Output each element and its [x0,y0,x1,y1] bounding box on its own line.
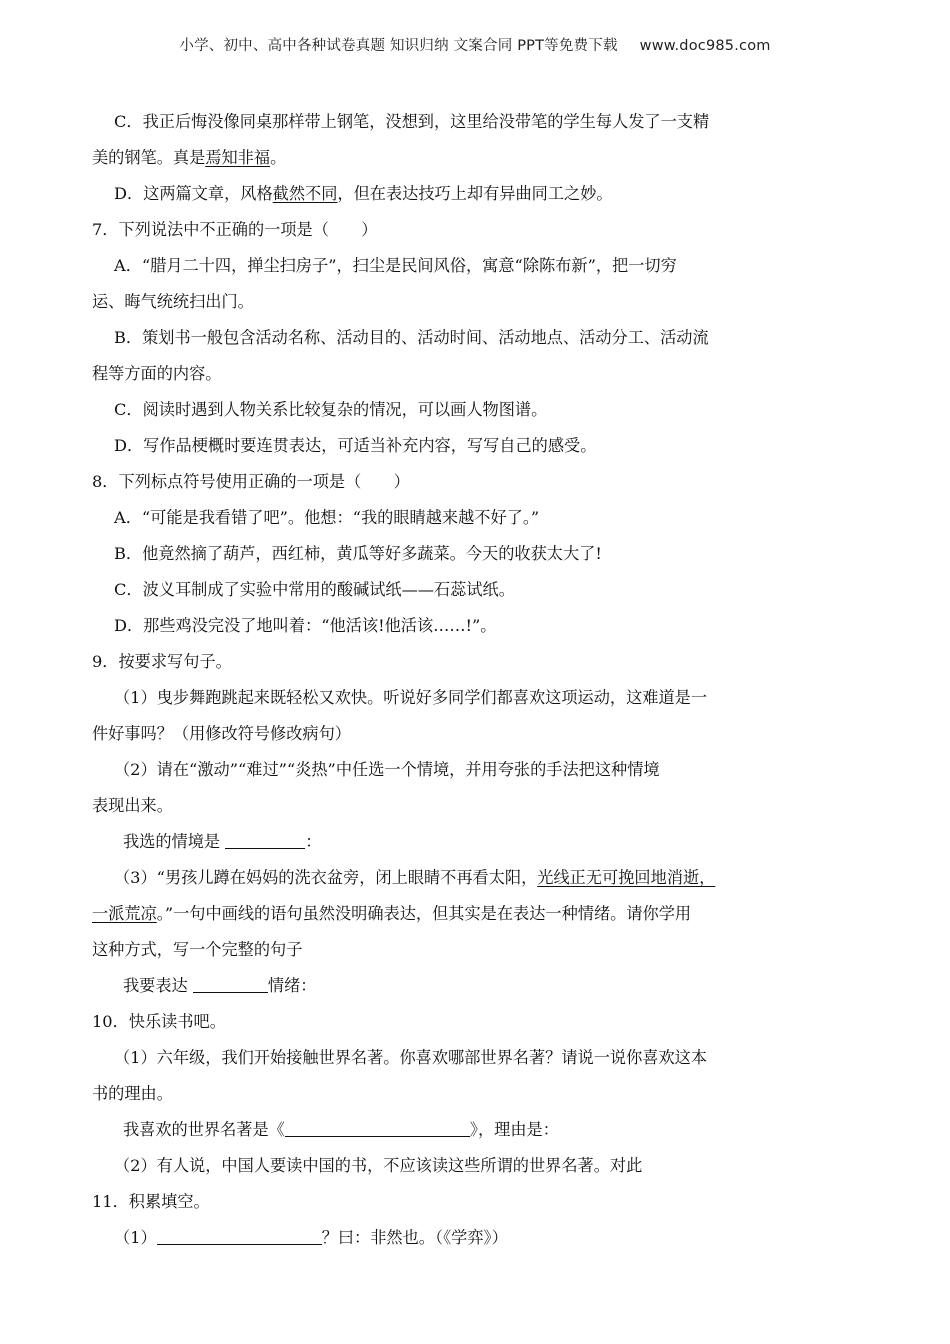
text: ： [305,832,322,851]
text: 我喜欢的世界名著是《 [123,1120,285,1139]
q9-part1-line2: 件好事吗？（用修改符号修改病句） [92,724,351,743]
text: 美的钢笔。真是 [92,148,206,167]
text: 。 [270,148,287,167]
option-7b-line1: B．策划书一般包含活动名称、活动目的、活动时间、活动地点、活动分工、活动流 [114,328,709,347]
option-6c-line1: C．我正后悔没像同桌那样带上钢笔，没想到，这里给没带笔的学生每人发了一支精 [114,112,710,131]
q10-part1-line1: （1）六年级，我们开始接触世界名著。你喜欢哪部世界名著？请说一说你喜欢这本 [114,1048,708,1067]
document-body [92,104,772,1256]
underlined-phrase: 一派荒凉 [92,904,157,923]
option-6d [92,176,772,212]
q9-part2-answer [92,824,772,860]
option-7a-line2: 运、晦气统统扫出门。 [92,292,254,311]
q10-part1-line2: 书的理由。 [92,1084,173,1103]
page-header [0,34,950,55]
question-11: 11．积累填空。 [92,1192,210,1211]
text: 。”一句中画线的语句虽然没明确表达，但其实是在表达一种情绪。请你学用 [156,904,692,923]
q9-part3-line2 [92,896,772,932]
q9-part3-line3: 这种方式，写一个完整的句子 [92,940,303,959]
option-7c: C．阅读时遇到人物关系比较复杂的情况，可以画人物图谱。 [114,400,548,419]
header-site: www.doc985.com [639,38,771,54]
q9-part2-line2: 表现出来。 [92,796,173,815]
text: 我要表达 [123,976,188,995]
text: 》，理由是： [469,1120,559,1139]
q10-part1-answer [92,1112,772,1148]
question-7: 7．下列说法中不正确的一项是（ ） [92,220,378,239]
text: 我选的情境是 [123,832,221,851]
underlined-phrase: 截然不同 [272,184,338,203]
answer-blank[interactable] [225,830,305,849]
option-7b-line2: 程等方面的内容。 [92,364,222,383]
answer-blank[interactable] [157,1226,322,1245]
q9-part3-answer [92,968,772,1004]
text: ？曰：非然也。（《学弈》） [321,1228,508,1247]
option-7a-line1: A．“腊月二十四，掸尘扫房子”，扫尘是民间风俗，寓意“除陈布新”，把一切穷 [114,256,677,275]
question-8: 8．下列标点符号使用正确的一项是（ ） [92,472,410,491]
text: （1） [114,1228,157,1247]
option-6c-line2 [92,140,772,176]
underlined-phrase: 光线正无可挽回地消逝， [537,868,716,887]
text: （3）“男孩儿蹲在妈妈的洗衣盆旁，闭上眼睛不再看太阳， [114,868,538,887]
question-9: 9．按要求写句子。 [92,652,232,671]
option-8b: B．他竟然摘了葫芦，西红柿，黄瓜等好多蔬菜。今天的收获太大了! [114,544,602,563]
header-text: 小学、初中、高中各种试卷真题 知识归纳 文案合同 PPT等免费下载 [179,38,618,54]
text: 情绪： [267,976,317,995]
q10-part2: （2）有人说，中国人要读中国的书，不应该读这些所谓的世界名著。对此 [114,1156,643,1175]
q9-part1-line1: （1）曳步舞跑跳起来既轻松又欢快。听说好多同学们都喜欢这项运动，这难道是一 [114,688,708,707]
q9-part2-line1: （2）请在“激动”“难过”“炎热”中任选一个情境，并用夸张的手法把这种情境 [114,760,660,779]
option-8d: D．那些鸡没完没了地叫着：“他活该!他活该……!”。 [114,616,497,635]
option-8c: C．波义耳制成了实验中常用的酸碱试纸——石蕊试纸。 [114,580,515,599]
answer-blank[interactable] [285,1118,470,1137]
text: D．这两篇文章，风格 [114,184,273,203]
text: ，但在表达技巧上却有异曲同工之妙。 [337,184,613,203]
option-7d: D．写作品梗概时要连贯表达，可适当补充内容，写写自己的感受。 [114,436,597,455]
q9-part3-line1 [92,860,772,896]
question-10: 10．快乐读书吧。 [92,1012,226,1031]
q11-part1 [92,1220,772,1256]
underlined-phrase: 焉知非福 [205,148,271,167]
option-8a: A．“可能是我看错了吧”。他想：“我的眼睛越来越不好了。” [114,508,540,527]
answer-blank[interactable] [193,974,268,993]
